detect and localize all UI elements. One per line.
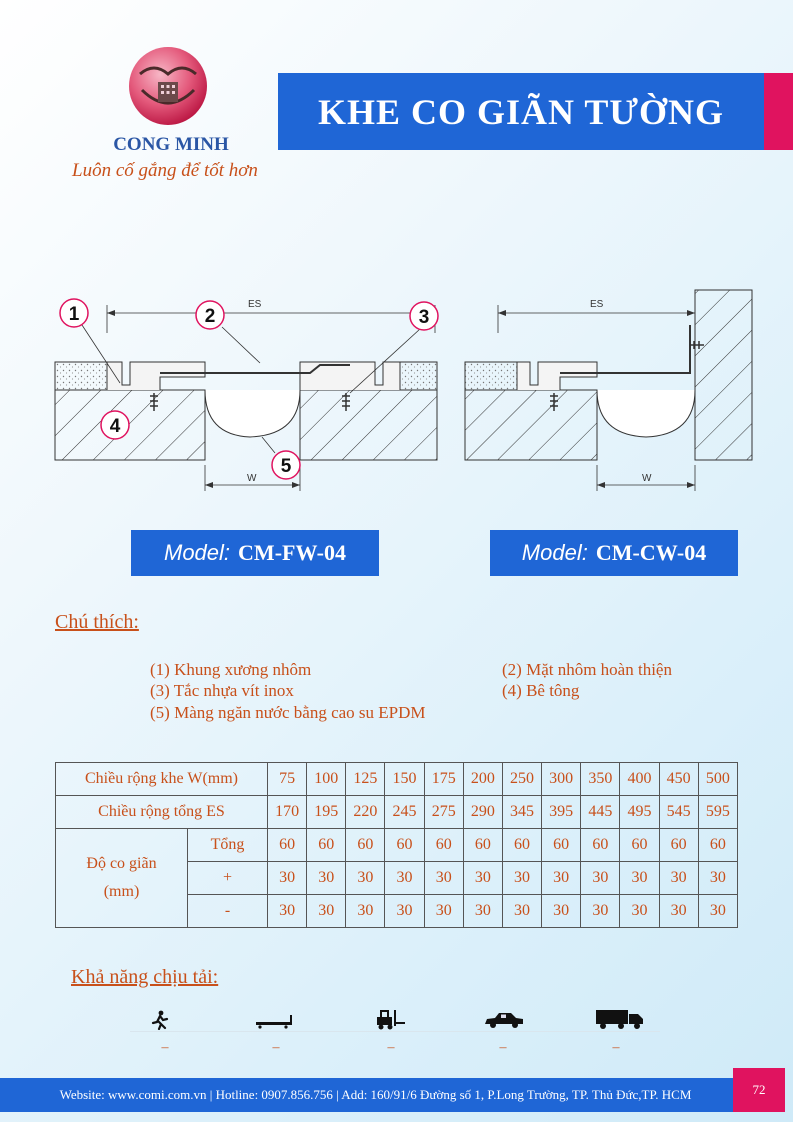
brand-slogan: Luôn cố gắng để tốt hơn (72, 160, 258, 181)
table-cell: 30 (346, 895, 385, 928)
table-cell: 30 (542, 895, 581, 928)
table-cell: 350 (581, 763, 620, 796)
model-fw-badge (131, 530, 379, 576)
table-cell: 125 (346, 763, 385, 796)
model-code: CM-FW-04 (238, 540, 346, 565)
table-cell: 150 (385, 763, 424, 796)
page-title-bar (278, 73, 764, 150)
callout-4 (101, 411, 129, 439)
svg-text:3: 3 (418, 307, 430, 328)
technical-drawing (50, 285, 760, 495)
callout-2 (196, 301, 260, 363)
row-label: Chiều rộng khe W(mm) (56, 763, 268, 796)
table-cell: 170 (268, 796, 307, 829)
group-label-cell (56, 829, 188, 928)
group-unit: (mm) (103, 883, 140, 900)
table-cell: 445 (581, 796, 620, 829)
legend-item-4: (4) Bê tông (502, 681, 580, 700)
table-cell: 30 (463, 862, 502, 895)
dim-es-label: ES (248, 299, 262, 310)
sub-label: - (188, 895, 268, 928)
table-cell: 60 (698, 829, 737, 862)
table-cell: 30 (620, 895, 659, 928)
load-value-car: – (499, 1040, 507, 1055)
table-cell: 30 (307, 895, 346, 928)
table-cell: 60 (659, 829, 698, 862)
load-heading: Khả năng chịu tải: (71, 966, 219, 988)
brand-name: CONG MINH (113, 134, 229, 155)
table-cell: 30 (581, 895, 620, 928)
table-cell: 30 (502, 862, 541, 895)
table-cell: 595 (698, 796, 737, 829)
legend-item-2: (2) Mặt nhôm hoàn thiện (502, 660, 672, 679)
table-cell: 545 (659, 796, 698, 829)
dim-es-label-2: ES (590, 299, 604, 310)
sub-label: + (188, 862, 268, 895)
trolley-icon (255, 1010, 295, 1030)
table-cell: 400 (620, 763, 659, 796)
table-cell: 30 (698, 895, 737, 928)
load-value-forklift: – (387, 1040, 395, 1055)
table-cell: 30 (268, 895, 307, 928)
table-cell: 200 (463, 763, 502, 796)
table-cell: 30 (542, 862, 581, 895)
table-cell: 60 (346, 829, 385, 862)
table-cell: 495 (620, 796, 659, 829)
table-cell: 60 (620, 829, 659, 862)
footer-bar (0, 1078, 733, 1112)
table-cell: 30 (307, 862, 346, 895)
svg-text:4: 4 (109, 416, 121, 437)
table-cell: 300 (542, 763, 581, 796)
table-cell: 30 (385, 862, 424, 895)
row-gap-width (56, 763, 738, 796)
svg-text:5: 5 (280, 456, 292, 477)
forklift-icon (374, 1008, 406, 1030)
table-cell: 30 (424, 895, 463, 928)
dim-w-label: W (247, 473, 257, 484)
table-cell: 30 (463, 895, 502, 928)
table-cell: 30 (659, 862, 698, 895)
model-label: Model: (521, 540, 588, 565)
callout-5 (262, 437, 300, 479)
legend-heading: Chú thích: (55, 611, 139, 633)
group-label: Độ co giãn (86, 855, 157, 872)
table-cell: 60 (385, 829, 424, 862)
table-cell: 250 (502, 763, 541, 796)
load-value-pedestrian: – (161, 1040, 169, 1055)
drawing-fw (55, 299, 438, 491)
legend-item-5: (5) Màng ngăn nước bằng cao su EPDM (150, 703, 426, 722)
drawing-cw (465, 290, 752, 491)
dim-w-label-2: W (642, 473, 652, 484)
table-cell: 30 (659, 895, 698, 928)
table-cell: 290 (463, 796, 502, 829)
building-smile-logo (128, 46, 208, 126)
model-label: Model: (164, 540, 231, 565)
load-value-trolley: – (272, 1040, 280, 1055)
title-accent (764, 73, 793, 150)
load-divider (130, 1031, 660, 1032)
table-cell: 30 (268, 862, 307, 895)
table-cell: 60 (463, 829, 502, 862)
table-cell: 345 (502, 796, 541, 829)
table-cell: 395 (542, 796, 581, 829)
car-icon (483, 1010, 525, 1030)
page-title: KHE CO GIÃN TƯỜNG (317, 91, 725, 132)
table-cell: 500 (698, 763, 737, 796)
svg-text:2: 2 (204, 306, 216, 327)
legend-item-1: (1) Khung xương nhôm (150, 660, 312, 679)
load-value-truck: – (612, 1040, 620, 1055)
truck-icon (595, 1007, 645, 1030)
table-cell: 450 (659, 763, 698, 796)
table-cell: 30 (698, 862, 737, 895)
page-number: 72 (733, 1068, 785, 1112)
table-cell: 75 (268, 763, 307, 796)
footer-contact: Website: www.comi.com.vn | Hotline: 0907.856.756 | Add: 160/91/6 Đường số 1, P.Long Trường, TP. Thủ Đức,TP. HCM (59, 1087, 692, 1102)
table-cell: 60 (424, 829, 463, 862)
table-cell: 30 (424, 862, 463, 895)
table-cell: 245 (385, 796, 424, 829)
spec-table (55, 762, 738, 928)
table-cell: 30 (385, 895, 424, 928)
table-cell: 275 (424, 796, 463, 829)
row-movement-0 (56, 829, 738, 862)
row-total-width (56, 796, 738, 829)
table-cell: 60 (307, 829, 346, 862)
table-cell: 30 (502, 895, 541, 928)
table-cell: 60 (542, 829, 581, 862)
table-cell: 220 (346, 796, 385, 829)
model-code: CM-CW-04 (595, 540, 707, 565)
table-cell: 175 (424, 763, 463, 796)
legend-item-3: (3) Tắc nhựa vít inox (150, 681, 294, 700)
table-cell: 100 (307, 763, 346, 796)
table-cell: 30 (581, 862, 620, 895)
table-cell: 60 (502, 829, 541, 862)
row-label: Chiều rộng tổng ES (56, 796, 268, 829)
model-cw-badge (490, 530, 738, 576)
table-cell: 60 (268, 829, 307, 862)
table-cell: 195 (307, 796, 346, 829)
table-cell: 30 (346, 862, 385, 895)
table-cell: 30 (620, 862, 659, 895)
table-cell: 60 (581, 829, 620, 862)
svg-text:1: 1 (68, 304, 80, 325)
sub-label: Tổng (188, 829, 268, 862)
pedestrian-icon (150, 1010, 170, 1030)
